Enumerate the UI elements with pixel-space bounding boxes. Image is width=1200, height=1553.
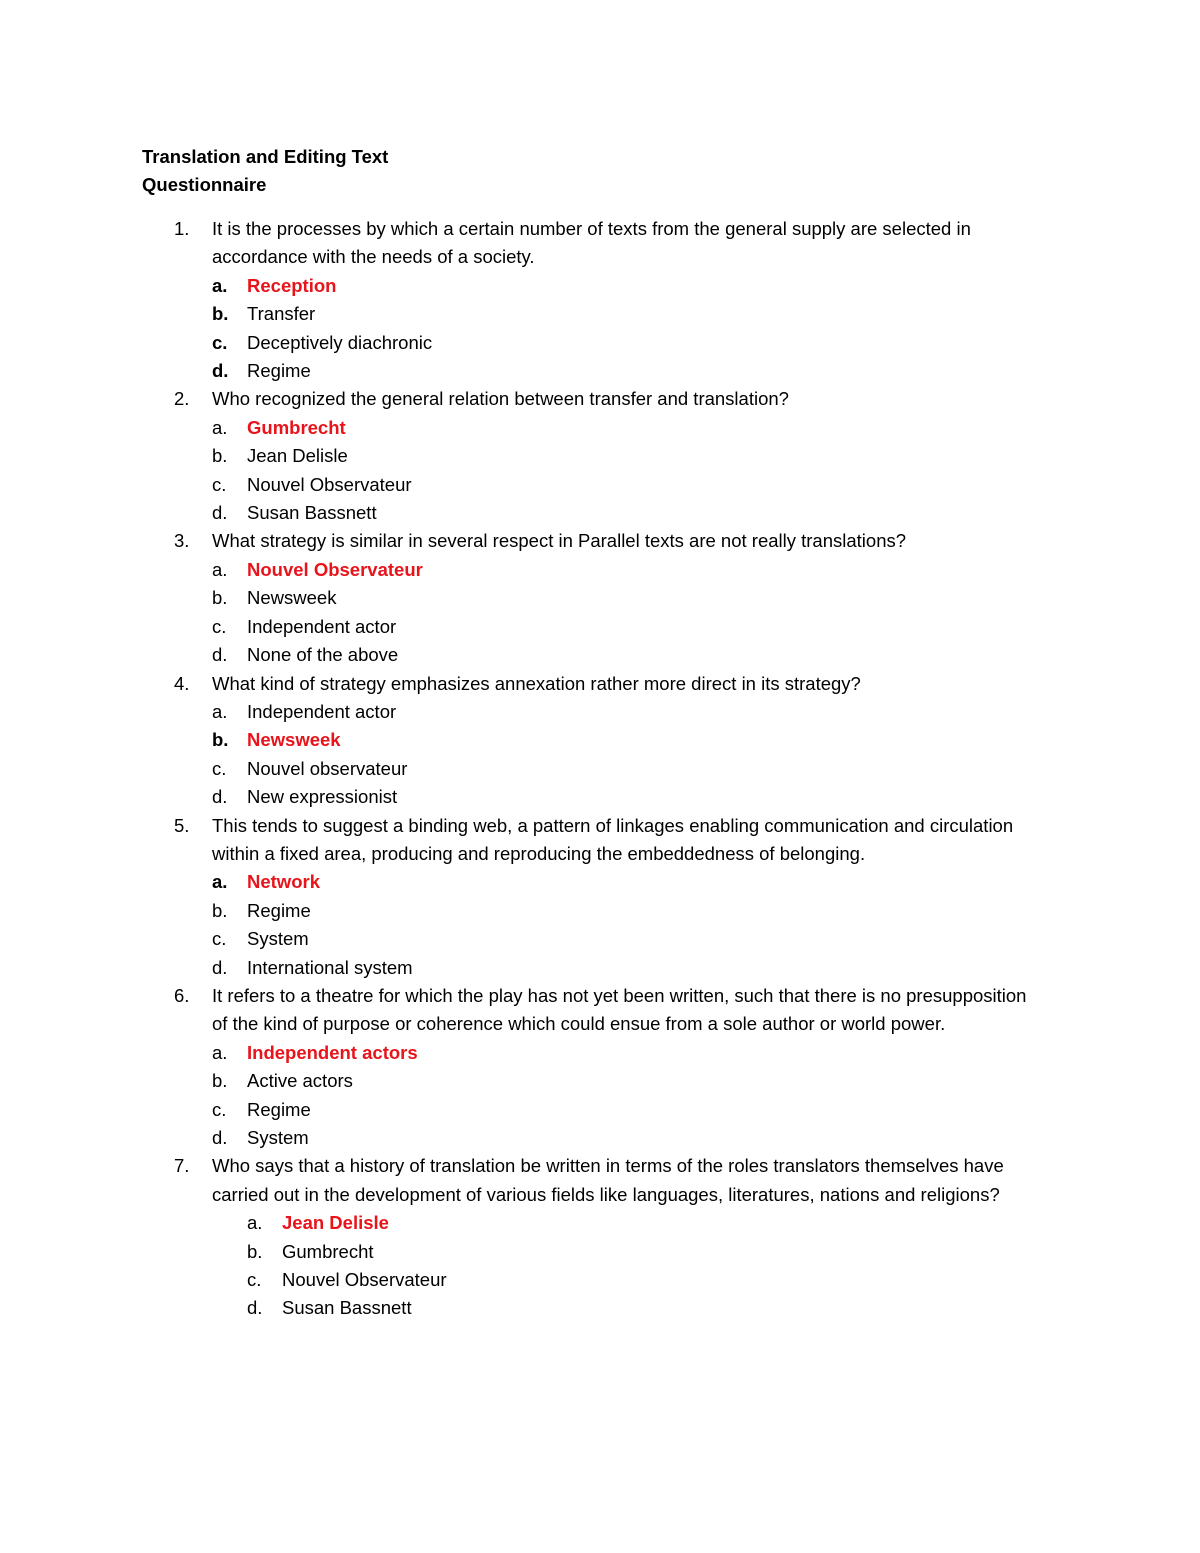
question-item xyxy=(142,385,1042,527)
question-text: It is the processes by which a certain number of texts from the general supply are selected in accordance with the needs of a society. xyxy=(212,218,971,268)
answer-option xyxy=(212,1124,1042,1152)
option-letter: d. xyxy=(212,502,228,524)
option-text: Newsweek xyxy=(247,729,341,751)
option-text: International system xyxy=(247,956,413,978)
option-text: Gumbrecht xyxy=(247,416,346,438)
option-text: System xyxy=(247,928,309,950)
option-text: Transfer xyxy=(247,303,316,325)
option-letter: b. xyxy=(212,899,228,921)
answer-option xyxy=(212,954,1042,982)
answer-option xyxy=(247,1238,1042,1266)
option-text: Independent actor xyxy=(247,615,397,637)
option-letter: c. xyxy=(212,331,228,353)
question-body xyxy=(212,670,1042,812)
option-text: Regime xyxy=(247,899,311,921)
option-text: Deceptively diachronic xyxy=(247,331,433,353)
question-number: 6. xyxy=(174,984,190,1006)
answer-option xyxy=(212,357,1042,385)
question-item xyxy=(142,1152,1042,1322)
question-text: What kind of strategy emphasizes annexation rather more direct in its strategy? xyxy=(212,672,861,694)
correct-answer-option xyxy=(212,272,1042,300)
option-letter: d. xyxy=(212,956,228,978)
option-letter: b. xyxy=(212,729,229,751)
answer-option xyxy=(212,471,1042,499)
question-body xyxy=(212,1152,1042,1322)
question-text: Who recognized the general relation between transfer and translation? xyxy=(212,388,789,410)
option-text: Regime xyxy=(247,360,311,382)
answer-option xyxy=(212,1096,1042,1124)
option-letter: b. xyxy=(212,1070,228,1092)
option-letter: c. xyxy=(212,757,227,779)
option-letter: b. xyxy=(212,303,229,325)
option-text: Jean Delisle xyxy=(282,1212,389,1234)
option-letter: a. xyxy=(212,871,228,893)
option-list xyxy=(212,1039,1042,1153)
option-text: Independent actors xyxy=(247,1041,418,1063)
question-number: 3. xyxy=(174,530,190,552)
answer-option xyxy=(212,1067,1042,1095)
option-letter: a. xyxy=(212,416,228,438)
option-text: Gumbrecht xyxy=(282,1240,374,1262)
option-letter: d. xyxy=(247,1297,263,1319)
option-list xyxy=(212,698,1042,812)
question-body xyxy=(212,812,1042,982)
question-number: 5. xyxy=(174,814,190,836)
answer-option xyxy=(212,925,1042,953)
option-text: Nouvel Observateur xyxy=(282,1269,447,1291)
option-text: Nouvel Observateur xyxy=(247,473,412,495)
question-item xyxy=(142,982,1042,1152)
question-text: This tends to suggest a binding web, a pattern of linkages enabling communication and circulation within a fixed area, producing and reproducing the embeddedness of belonging. xyxy=(212,814,1014,864)
answer-option xyxy=(212,584,1042,612)
option-letter: a. xyxy=(212,1041,228,1063)
option-text: Reception xyxy=(247,274,337,296)
option-letter: b. xyxy=(212,445,228,467)
option-list xyxy=(247,1209,1042,1323)
correct-answer-option xyxy=(212,868,1042,896)
option-letter: a. xyxy=(212,558,228,580)
option-letter: c. xyxy=(247,1269,262,1291)
correct-answer-option xyxy=(212,1039,1042,1067)
option-list xyxy=(212,556,1042,670)
answer-option xyxy=(212,755,1042,783)
question-body xyxy=(212,527,1042,669)
option-letter: c. xyxy=(212,615,227,637)
answer-option xyxy=(212,897,1042,925)
question-item xyxy=(142,527,1042,669)
option-letter: b. xyxy=(247,1240,263,1262)
option-list xyxy=(212,272,1042,386)
question-number: 7. xyxy=(174,1155,190,1177)
document-title: Translation and Editing Text xyxy=(142,146,389,167)
option-letter: c. xyxy=(212,473,227,495)
answer-option xyxy=(212,329,1042,357)
option-text: Network xyxy=(247,871,320,893)
option-text: Nouvel observateur xyxy=(247,757,408,779)
option-letter: a. xyxy=(212,274,228,296)
option-text: Newsweek xyxy=(247,587,337,609)
question-body xyxy=(212,215,1042,385)
answer-option xyxy=(212,698,1042,726)
option-letter: d. xyxy=(212,360,229,382)
answer-option xyxy=(247,1294,1042,1322)
answer-option xyxy=(212,499,1042,527)
option-list xyxy=(212,414,1042,528)
option-text: None of the above xyxy=(247,644,399,666)
correct-answer-option xyxy=(212,414,1042,442)
answer-option xyxy=(212,613,1042,641)
answer-option xyxy=(212,442,1042,470)
answer-option xyxy=(212,300,1042,328)
option-text: Nouvel Observateur xyxy=(247,558,423,580)
option-letter: d. xyxy=(212,644,228,666)
answer-option xyxy=(212,783,1042,811)
option-text: Jean Delisle xyxy=(247,445,348,467)
option-letter: d. xyxy=(212,1127,228,1148)
option-letter: c. xyxy=(212,928,227,950)
option-list xyxy=(212,868,1042,982)
question-number: 2. xyxy=(174,388,190,410)
question-number: 4. xyxy=(174,672,190,694)
correct-answer-option xyxy=(212,556,1042,584)
question-text: What strategy is similar in several respect in Parallel texts are not really translations? xyxy=(212,530,907,552)
option-letter: c. xyxy=(212,1098,227,1120)
option-text: New expressionist xyxy=(247,786,398,808)
option-text: Independent actor xyxy=(247,700,397,722)
question-item xyxy=(142,215,1042,385)
option-letter: b. xyxy=(212,587,228,609)
question-item xyxy=(142,812,1042,982)
option-text: Regime xyxy=(247,1098,311,1120)
option-text: System xyxy=(247,1127,309,1148)
answer-option xyxy=(212,641,1042,669)
option-text: Susan Bassnett xyxy=(247,502,377,524)
question-body xyxy=(212,982,1042,1152)
option-letter: a. xyxy=(247,1212,263,1234)
question-list xyxy=(142,215,1042,1323)
option-text: Active actors xyxy=(247,1070,353,1092)
option-text: Susan Bassnett xyxy=(282,1297,412,1319)
question-item xyxy=(142,670,1042,812)
document-subtitle: Questionnaire xyxy=(142,174,267,195)
question-number: 1. xyxy=(174,218,190,239)
option-letter: d. xyxy=(212,786,228,808)
correct-answer-option xyxy=(212,726,1042,754)
question-body xyxy=(212,385,1042,527)
question-text: Who says that a history of translation be written in terms of the roles translators themselves have carried out in the development of various fields like languages, literatures, nations and religions? xyxy=(212,1155,1004,1205)
answer-option xyxy=(247,1266,1042,1294)
question-text: It refers to a theatre for which the play has not yet been written, such that there is no presupposition of the kind of purpose or coherence which could ensue from a sole author or world power. xyxy=(212,984,1027,1035)
option-letter: a. xyxy=(212,700,228,722)
correct-answer-option xyxy=(247,1209,1042,1237)
